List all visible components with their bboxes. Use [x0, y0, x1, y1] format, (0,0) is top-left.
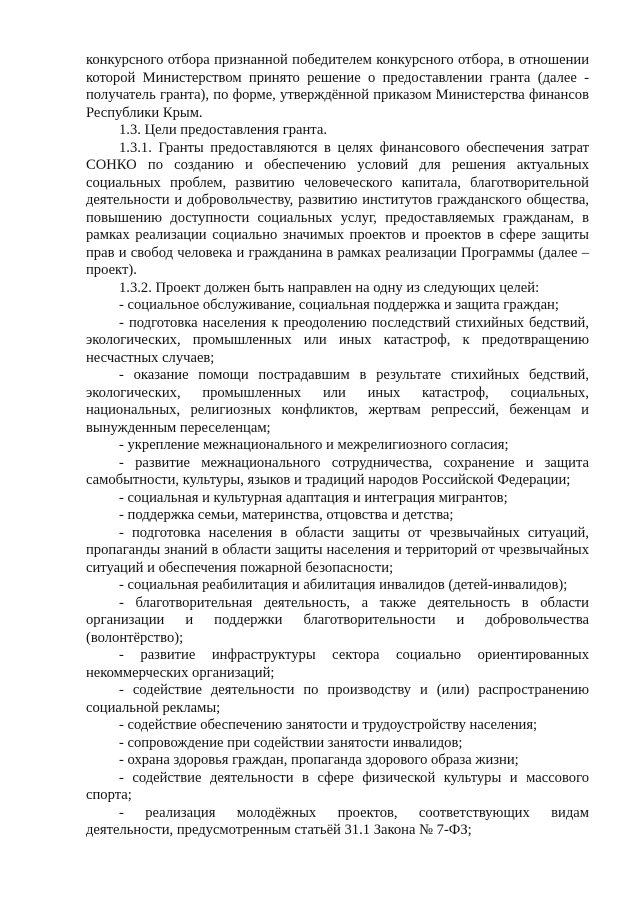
- list-item: - охрана здоровья граждан, пропаганда здорового образа жизни;: [119, 752, 519, 768]
- list-item: - развитие межнационального сотрудничества, сохранение и защита самобытности, культуры, языков и традиций народов Российской Федерации;: [86, 454, 589, 488]
- list-item: - подготовка населения к преодолению последствий стихийных бедствий, экологических, промышленных или иных катастроф, к предотвращению несчастных случаев;: [86, 314, 589, 366]
- list-item: - подготовка населения в области защиты от чрезвычайных ситуаций, пропаганды знаний в области защиты населения и территорий от чрезвычайных ситуаций и обеспечения пожарной безопасности;: [86, 524, 589, 576]
- paragraph-1-3-1: 1.3.1. Гранты предоставляются в целях финансового обеспечения затрат СОНКО по созданию и обеспечению условий для решения актуальных социальных проблем, развитию человеческого капитала, благотворительной деятельности и добровольчеству, развитию институтов гражданского общества, повышению доступности социальных услуг, предоставляемых гражданам, в рамках реализации социально значимых проектов и проектов в сфере защиты прав и свобод человека и гражданина в рамках реализации Программы (далее – проект).: [86, 139, 589, 278]
- list-item: - поддержка семьи, материнства, отцовства и детства;: [119, 507, 454, 523]
- document-page: [86, 52, 589, 840]
- list-item: - содействие обеспечению занятости и трудоустройству населения;: [119, 717, 538, 733]
- list-item: - реализация молодёжных проектов, соответствующих видам деятельности, предусмотренным статьёй 31.1 Закона № 7-ФЗ;: [86, 804, 589, 838]
- list-item: - сопровождение при содействии занятости инвалидов;: [119, 734, 463, 751]
- list-item: - социальная реабилитация и абилитация инвалидов (детей-инвалидов);: [119, 577, 568, 593]
- list-item: - благотворительная деятельность, а также деятельность в области организации и поддержки благотворительности и добровольчества (волонтёрство);: [86, 594, 589, 646]
- list-item: - развитие инфраструктуры сектора социально ориентированных некоммерческих организаций;: [86, 647, 589, 681]
- list-item: - социальное обслуживание, социальная поддержка и защита граждан;: [119, 297, 559, 313]
- paragraph-1-3-2: 1.3.2. Проект должен быть направлен на одну из следующих целей:: [119, 279, 540, 296]
- list-item: - укрепление межнационального и межрелигиозного согласия;: [119, 437, 509, 453]
- list-item: - содействие деятельности по производству и (или) распространению социальной рекламы;: [86, 682, 589, 716]
- paragraph-continuation: конкурсного отбора признанной победителем конкурсного отбора, в отношении которой Министерством принято решение о предоставлении гранта (далее - получатель гранта), по форме, утверждённой приказом Министерства финансов Республики Крым.: [86, 52, 589, 121]
- section-heading-1-3: 1.3. Цели предоставления гранта.: [119, 122, 327, 138]
- list-item: - социальная и культурная адаптация и интеграция мигрантов;: [119, 489, 508, 506]
- list-item: - содействие деятельности в сфере физической культуры и массового спорта;: [86, 769, 589, 803]
- list-item: - оказание помощи пострадавшим в результате стихийных бедствий, экологических, промышленных или иных катастроф, социальных, национальных, религиозных конфликтов, жертвам репрессий, беженцам и вынужденным переселенцам;: [86, 367, 589, 436]
